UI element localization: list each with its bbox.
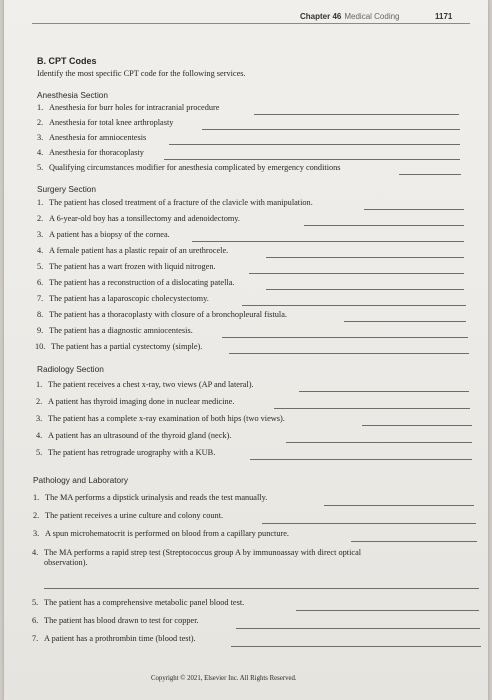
textbook-page <box>4 0 488 700</box>
answer-line[interactable] <box>266 257 464 258</box>
radiology-item: 1. The patient receives a chest x-ray, two views (AP and lateral). <box>36 380 254 389</box>
answer-line[interactable] <box>229 353 469 354</box>
anesthesia-item: 4. Anesthesia for thoracoplasty <box>37 148 144 157</box>
section-title: B. CPT Codes <box>37 56 97 66</box>
anesthesia-item: 5. Qualifying circumstances modifier for anesthesia complicated by emergency conditions <box>37 163 341 172</box>
pathology-item: 2. The patient receives a urine culture and colony count. <box>33 511 224 520</box>
running-header <box>300 12 453 21</box>
copyright-footer: Copyright © 2021, Elsevier Inc. All Rights Reserved. <box>151 675 297 682</box>
pathology-item-continued: observation). <box>44 558 88 567</box>
surgery-item: 10. The patient has a partial cystectomy (simple). <box>35 342 203 351</box>
surgery-item: 7. The patient has a laparoscopic cholecystectomy. <box>37 294 209 303</box>
pathology-heading: Pathology and Laboratory <box>33 475 129 485</box>
answer-line[interactable] <box>250 459 472 460</box>
answer-line[interactable] <box>192 241 464 242</box>
radiology-item: 2. A patient has thyroid imaging done in nuclear medicine. <box>36 397 235 406</box>
surgery-item: 5. The patient has a wart frozen with liquid nitrogen. <box>37 262 216 271</box>
answer-line[interactable] <box>299 391 469 392</box>
answer-line[interactable] <box>231 646 481 647</box>
answer-line[interactable] <box>44 588 479 589</box>
anesthesia-item: 1. Anesthesia for burr holes for intracranial procedure <box>37 103 220 112</box>
answer-line[interactable] <box>254 114 459 115</box>
answer-line[interactable] <box>249 273 464 274</box>
radiology-heading: Radiology Section <box>37 364 104 374</box>
answer-line[interactable] <box>164 159 460 160</box>
anesthesia-item: 3. Anesthesia for amniocentesis <box>37 133 147 142</box>
answer-line[interactable] <box>286 442 472 443</box>
surgery-item: 6. The patient has a reconstruction of a dislocating patella. <box>37 278 235 287</box>
pathology-item: 3. A spun microhematocrit is performed on blood from a capillary puncture. <box>33 529 289 538</box>
surgery-item: 1. The patient has closed treatment of a fracture of the clavicle with manipulation. <box>37 198 313 207</box>
pathology-item: 1. The MA performs a dipstick urinalysis and reads the test manually. <box>33 493 268 502</box>
answer-line[interactable] <box>169 144 460 145</box>
surgery-item: 3. A patient has a biopsy of the cornea. <box>37 230 170 239</box>
surgery-item: 8. The patient has a thoracoplasty with closure of a bronchopleural fistula. <box>37 310 287 319</box>
answer-line[interactable] <box>344 321 466 322</box>
answer-line[interactable] <box>304 225 464 226</box>
pathology-item: 5. The patient has a comprehensive metabolic panel blood test. <box>32 598 245 607</box>
chapter-subtitle: Medical Coding <box>344 12 400 21</box>
answer-line[interactable] <box>324 505 474 506</box>
answer-line[interactable] <box>262 523 476 524</box>
pathology-item: 7. A patient has a prothrombin time (blood test). <box>32 634 196 643</box>
anesthesia-item: 2. Anesthesia for total knee arthroplasty <box>37 118 174 127</box>
header-rule <box>32 23 470 24</box>
answer-line[interactable] <box>362 425 472 426</box>
chapter-label: Chapter 46 <box>300 12 342 21</box>
radiology-item: 3. The patient has a complete x-ray examination of both hips (two views). <box>36 414 285 423</box>
answer-line[interactable] <box>399 174 461 175</box>
answer-line[interactable] <box>266 289 464 290</box>
pathology-item: 6. The patient has blood drawn to test for copper. <box>32 616 199 625</box>
surgery-item: 2. A 6-year-old boy has a tonsillectomy and adenoidectomy. <box>37 214 240 223</box>
surgery-item: 9. The patient has a diagnostic amniocentesis. <box>37 326 193 335</box>
answer-line[interactable] <box>222 337 468 338</box>
answer-line[interactable] <box>351 541 477 542</box>
answer-line[interactable] <box>242 305 466 306</box>
answer-line[interactable] <box>202 129 460 130</box>
page-number: 1171 <box>435 12 453 21</box>
radiology-item: 5. The patient has retrograde urography with a KUB. <box>36 448 216 457</box>
instructions: Identify the most specific CPT code for the following services. <box>37 69 246 78</box>
surgery-item: 4. A female patient has a plastic repair of an urethrocele. <box>37 246 229 255</box>
radiology-item: 4. A patient has an ultrasound of the thyroid gland (neck). <box>36 431 232 440</box>
anesthesia-heading: Anesthesia Section <box>37 90 109 100</box>
answer-line[interactable] <box>236 628 480 629</box>
answer-line[interactable] <box>274 408 470 409</box>
answer-line[interactable] <box>364 209 464 210</box>
answer-line[interactable] <box>296 610 479 611</box>
pathology-item: 4. The MA performs a rapid strep test (Streptococcus group A by immunoassay with direct optical <box>32 548 362 557</box>
surgery-heading: Surgery Section <box>37 184 97 194</box>
